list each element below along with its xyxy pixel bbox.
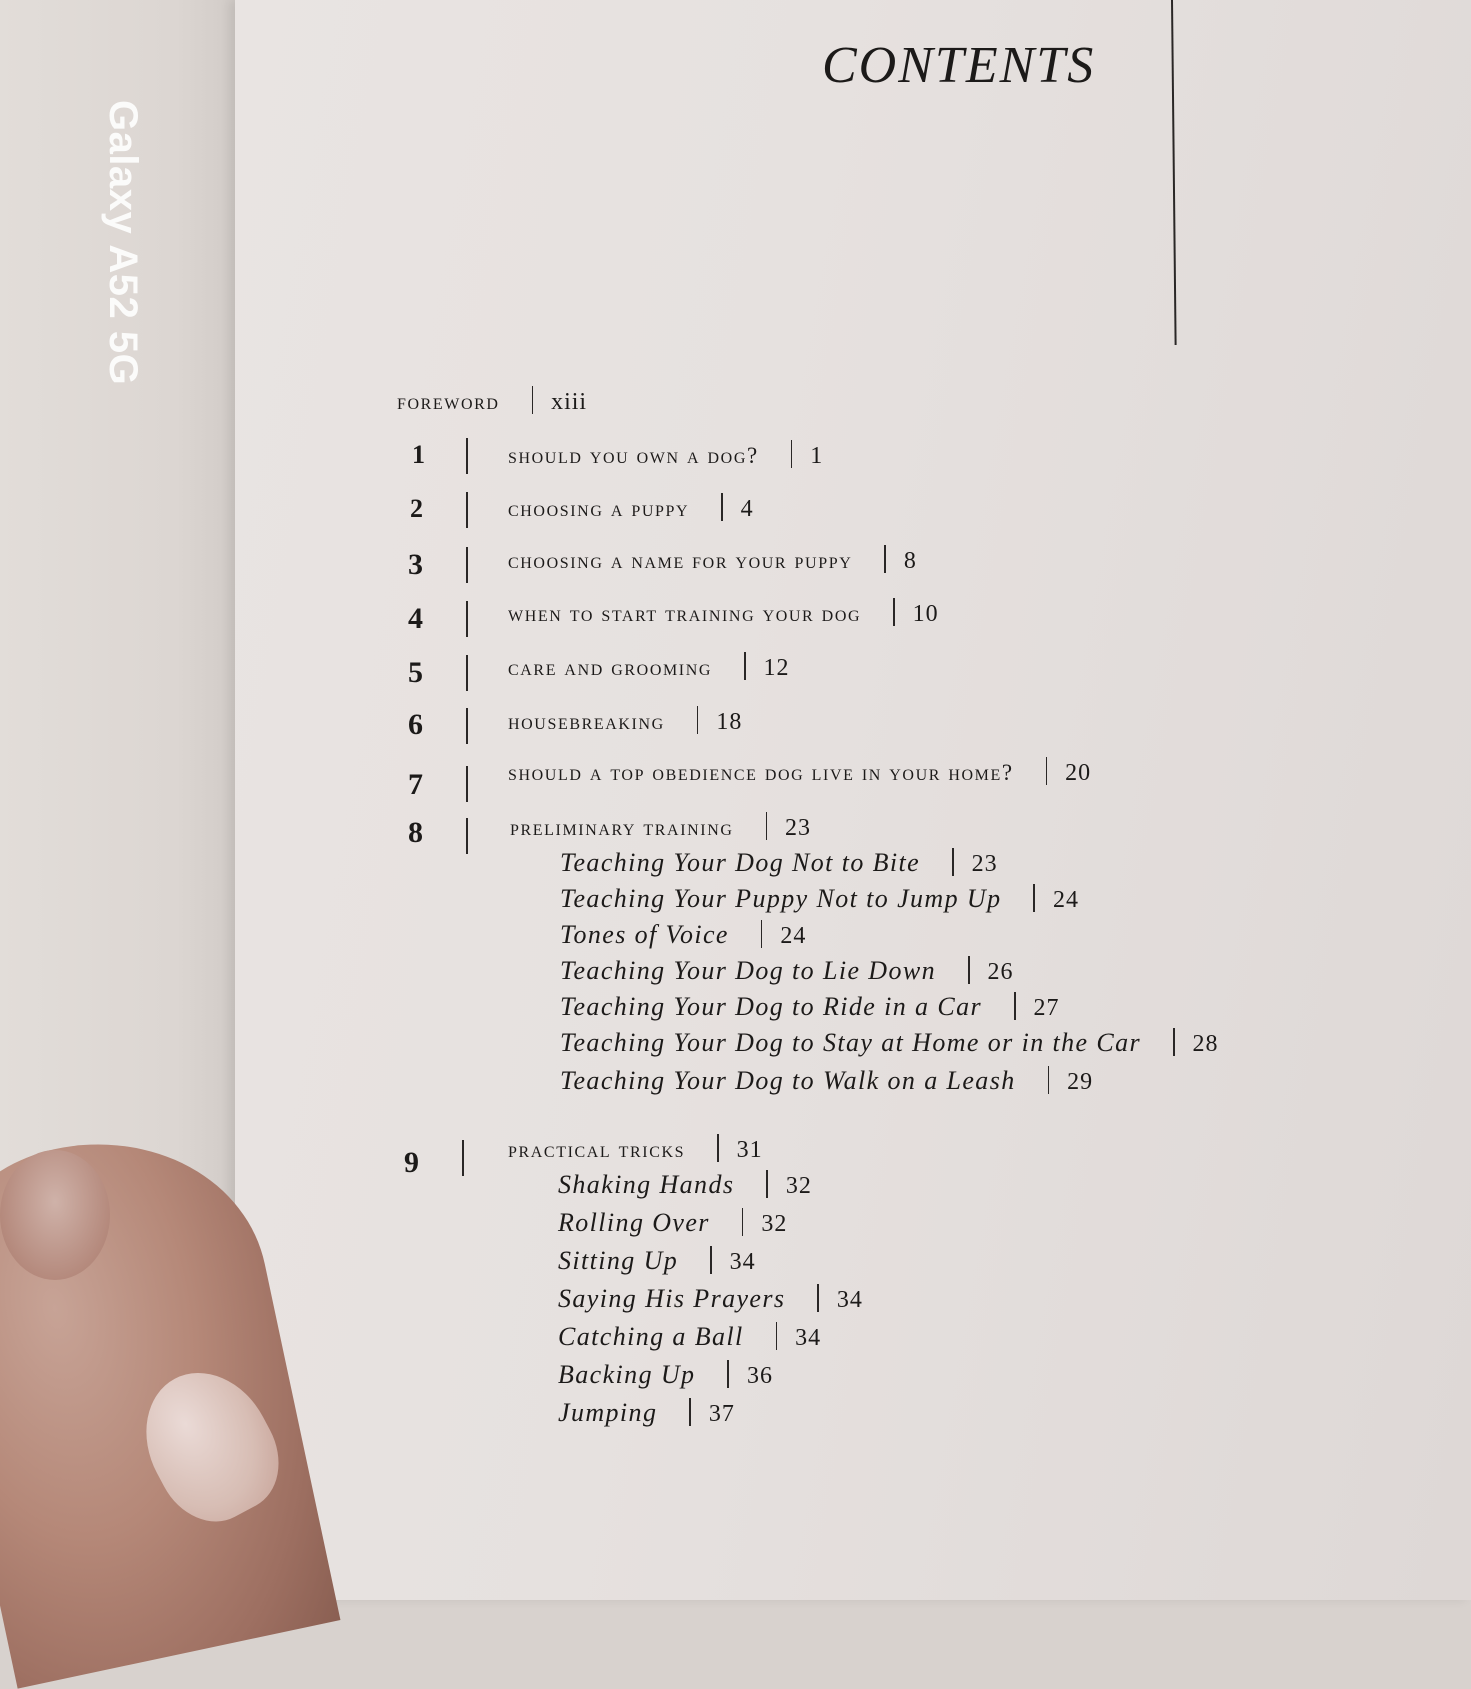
separator <box>727 1360 729 1388</box>
section-title: Teaching Your Dog to Stay at Home or in the Car <box>560 1028 1142 1057</box>
section-entry <box>560 1028 1219 1058</box>
chapter-entry <box>508 598 939 628</box>
chapter-number: 7 <box>408 768 423 801</box>
section-entry <box>558 1322 821 1352</box>
chapter-title: should a top obedience dog live in your home? <box>508 760 1014 785</box>
separator <box>968 956 970 984</box>
section-title: Backing Up <box>558 1360 696 1389</box>
section-title: Teaching Your Dog Not to Bite <box>560 848 921 877</box>
section-page: 23 <box>971 851 998 877</box>
chapter-entry <box>508 652 790 682</box>
section-entry <box>560 1066 1093 1096</box>
chapter-number: 4 <box>408 602 423 635</box>
separator <box>689 1398 691 1426</box>
section-entry <box>560 992 1060 1022</box>
chapter-title: housebreaking <box>508 709 665 734</box>
holding-finger <box>0 1150 110 1280</box>
separator <box>744 652 746 680</box>
section-title: Jumping <box>558 1398 658 1427</box>
chapter-number: 1 <box>412 440 425 469</box>
separator <box>766 812 768 840</box>
chapter-page: 10 <box>912 601 939 627</box>
separator <box>721 493 723 521</box>
chapter-number: 3 <box>408 548 423 581</box>
chapter-number: 8 <box>408 816 423 849</box>
separator <box>466 492 468 528</box>
section-entry <box>558 1360 773 1390</box>
separator <box>893 598 895 626</box>
section-title: Saying His Prayers <box>558 1284 786 1313</box>
chapter-page: 20 <box>1065 760 1092 786</box>
separator <box>761 920 763 948</box>
section-page: 36 <box>746 1363 773 1389</box>
camera-watermark: Galaxy A52 5G <box>101 100 145 386</box>
section-entry <box>560 956 1014 986</box>
chapter-page: 8 <box>903 548 917 574</box>
chapter-page: 31 <box>736 1137 763 1163</box>
chapter-number: 5 <box>408 656 423 689</box>
section-page: 24 <box>780 923 807 949</box>
chapter-page: 23 <box>785 815 812 841</box>
separator <box>742 1208 744 1236</box>
separator <box>466 766 468 802</box>
chapter-entry <box>508 757 1091 787</box>
section-page: 26 <box>987 959 1014 985</box>
separator <box>766 1170 768 1198</box>
separator <box>466 601 468 637</box>
chapter-number: 6 <box>408 708 423 741</box>
chapter-number: 9 <box>404 1146 419 1179</box>
chapter-page: 18 <box>716 709 743 735</box>
page-title: CONTENTS <box>822 37 1096 94</box>
section-page: 27 <box>1033 995 1060 1021</box>
section-entry <box>558 1208 787 1238</box>
section-page: 32 <box>785 1173 812 1199</box>
section-entry <box>560 848 998 878</box>
chapter-entry <box>508 1134 763 1164</box>
chapter-title: choosing a name for your puppy <box>508 548 853 573</box>
separator <box>952 848 954 876</box>
chapter-entry <box>508 440 823 470</box>
section-title: Tones of Voice <box>560 920 729 949</box>
section-title: Rolling Over <box>558 1208 710 1237</box>
section-page: 29 <box>1067 1069 1094 1095</box>
chapter-page: 12 <box>763 655 790 681</box>
section-entry <box>560 884 1079 914</box>
chapter-title: care and grooming <box>508 655 713 680</box>
section-page: 28 <box>1192 1031 1219 1057</box>
chapter-entry <box>508 706 742 736</box>
chapter-title: when to start training your dog <box>508 601 862 626</box>
chapter-entry <box>508 493 754 523</box>
separator <box>466 655 468 691</box>
chapter-title: preliminary training <box>510 815 734 840</box>
chapter-number: 2 <box>410 494 423 523</box>
section-title: Teaching Your Dog to Ride in a Car <box>560 992 982 1021</box>
separator <box>697 706 699 734</box>
separator <box>466 438 468 474</box>
separator <box>532 386 534 414</box>
chapter-page: 4 <box>740 496 754 522</box>
section-title: Shaking Hands <box>558 1170 735 1199</box>
section-page: 24 <box>1052 887 1079 913</box>
separator <box>817 1284 819 1312</box>
chapter-page: 1 <box>810 443 824 469</box>
section-entry <box>558 1398 735 1428</box>
section-entry <box>558 1246 756 1276</box>
separator <box>466 708 468 744</box>
chapter-entry <box>508 545 917 575</box>
foreword-page: xiii <box>551 389 588 415</box>
section-page: 34 <box>729 1249 756 1275</box>
section-entry <box>558 1170 812 1200</box>
separator <box>466 547 468 583</box>
separator <box>776 1322 778 1350</box>
section-page: 34 <box>795 1325 822 1351</box>
chapter-entry <box>510 812 811 842</box>
separator <box>1014 992 1016 1020</box>
separator <box>1173 1028 1175 1056</box>
section-entry <box>558 1284 863 1314</box>
separator <box>1046 757 1048 785</box>
section-title: Teaching Your Dog to Walk on a Leash <box>560 1066 1016 1095</box>
separator <box>717 1134 719 1162</box>
section-page: 32 <box>761 1211 788 1237</box>
foreword-label: foreword <box>397 389 500 414</box>
separator <box>791 440 793 468</box>
section-entry <box>560 920 806 950</box>
section-title: Teaching Your Dog to Lie Down <box>560 956 937 985</box>
separator <box>884 545 886 573</box>
separator <box>462 1140 464 1176</box>
chapter-title: practical tricks <box>508 1137 686 1162</box>
separator <box>466 818 468 854</box>
section-title: Catching a Ball <box>558 1322 744 1351</box>
separator <box>1033 884 1035 912</box>
section-page: 34 <box>836 1287 863 1313</box>
section-title: Sitting Up <box>558 1246 679 1275</box>
foreword-entry <box>397 386 587 416</box>
chapter-title: choosing a puppy <box>508 496 690 521</box>
section-title: Teaching Your Puppy Not to Jump Up <box>560 884 1002 913</box>
section-page: 37 <box>708 1401 735 1427</box>
separator <box>710 1246 712 1274</box>
chapter-title: should you own a dog? <box>508 443 759 468</box>
separator <box>1048 1066 1050 1094</box>
